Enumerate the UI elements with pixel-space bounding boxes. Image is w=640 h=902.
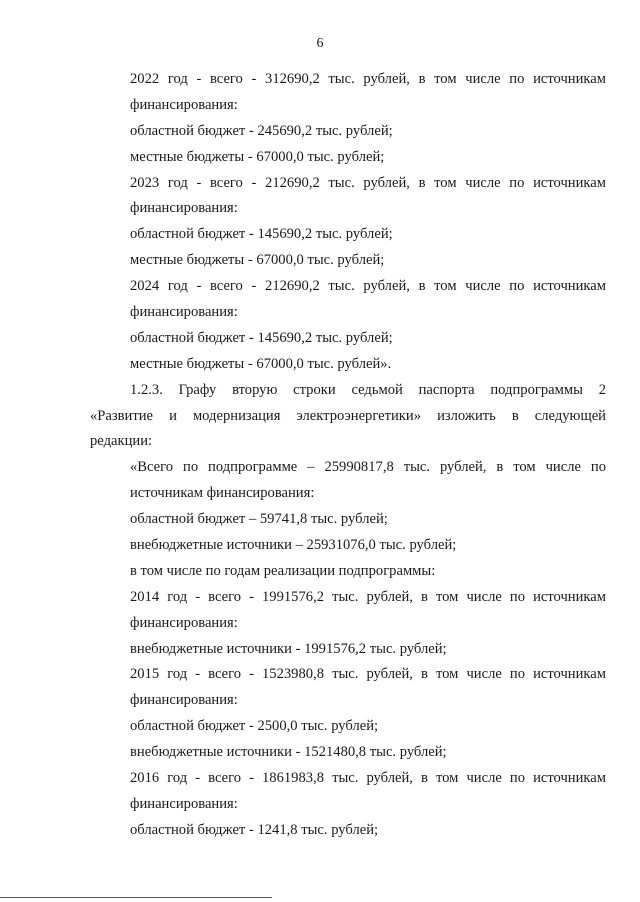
page-number: 6 (316, 36, 324, 51)
text-line: финансирования: (130, 200, 238, 217)
text-line: источникам финансирования: (130, 485, 315, 502)
text-line: «Развитие и модернизация электроэнергетики» изложить в следующей (90, 407, 606, 424)
text-line: 2016 год - всего - 1861983,8 тыс. рублей, в том числе по источникам (130, 770, 606, 787)
text-line: 1.2.3. Графу вторую строки седьмой паспорта подпрограммы 2 (130, 381, 606, 398)
text-line: областной бюджет - 2500,0 тыс. рублей; (130, 718, 379, 735)
text-line: финансирования: (130, 304, 238, 321)
text-line: областной бюджет - 1241,8 тыс. рублей; (130, 821, 379, 838)
text-line: 2014 год - всего - 1991576,2 тыс. рублей, в том числе по источникам (130, 588, 606, 605)
text-line: финансирования: (130, 96, 238, 113)
text-line: 2022 год - всего - 312690,2 тыс. рублей, в том числе по источникам (130, 71, 606, 87)
text-line: финансирования: (130, 692, 238, 709)
text-line: местные бюджеты - 67000,0 тыс. рублей». (130, 355, 392, 372)
text-line: областной бюджет – 59741,8 тыс. рублей; (130, 511, 388, 528)
text-line: внебюджетные источники – 25931076,0 тыс. рублей; (130, 537, 457, 554)
text-line: областной бюджет - 245690,2 тыс. рублей; (130, 122, 393, 139)
text-line: областной бюджет - 145690,2 тыс. рублей; (130, 226, 393, 243)
document-body (90, 67, 606, 844)
text-line: «Всего по подпрограмме – 25990817,8 тыс. рублей, в том числе по (130, 459, 606, 476)
text-line: 2015 год - всего - 1523980,8 тыс. рублей, в том числе по источникам (130, 666, 606, 683)
text-line: финансирования: (130, 614, 238, 631)
text-line: финансирования: (130, 795, 238, 812)
text-line: 2023 год - всего - 212690,2 тыс. рублей, в том числе по источникам (130, 174, 606, 191)
text-line: внебюджетные источники - 1521480,8 тыс. рублей; (130, 744, 447, 761)
text-line: внебюджетные источники - 1991576,2 тыс. рублей; (130, 640, 447, 657)
footer-rule (0, 897, 272, 898)
text-line: местные бюджеты - 67000,0 тыс. рублей; (130, 148, 385, 165)
text-line: редакции: (90, 433, 153, 450)
text-line: местные бюджеты - 67000,0 тыс. рублей; (130, 252, 385, 269)
text-line: в том числе по годам реализации подпрограммы: (130, 562, 436, 579)
text-line: областной бюджет - 145690,2 тыс. рублей; (130, 329, 393, 346)
text-line: 2024 год - всего - 212690,2 тыс. рублей, в том числе по источникам (130, 278, 606, 295)
